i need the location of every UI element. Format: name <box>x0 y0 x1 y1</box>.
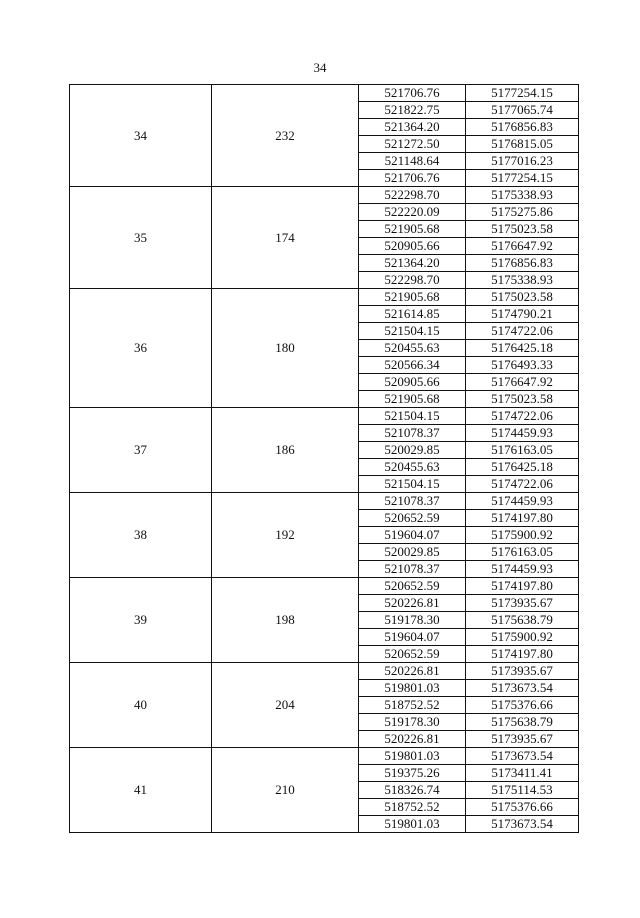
coordinates-table-body <box>70 85 579 833</box>
x-coordinate-cell: 521614.85 <box>359 306 466 323</box>
table-row <box>70 663 579 680</box>
x-coordinate-cell: 521148.64 <box>359 153 466 170</box>
y-coordinate-cell: 5174722.06 <box>466 476 579 493</box>
x-coordinate-cell: 520029.85 <box>359 544 466 561</box>
x-coordinate-cell: 518752.52 <box>359 697 466 714</box>
x-coordinate-cell: 519801.03 <box>359 680 466 697</box>
y-coordinate-cell: 5177016.23 <box>466 153 579 170</box>
plot-number-cell: 35 <box>70 187 212 289</box>
x-coordinate-cell: 521078.37 <box>359 493 466 510</box>
x-coordinate-cell: 521504.15 <box>359 476 466 493</box>
y-coordinate-cell: 5175376.66 <box>466 697 579 714</box>
table-row <box>70 289 579 306</box>
x-coordinate-cell: 522298.70 <box>359 272 466 289</box>
y-coordinate-cell: 5175900.92 <box>466 527 579 544</box>
plot-value-cell: 198 <box>212 578 359 663</box>
y-coordinate-cell: 5173673.54 <box>466 680 579 697</box>
y-coordinate-cell: 5174722.06 <box>466 408 579 425</box>
y-coordinate-cell: 5177254.15 <box>466 85 579 102</box>
table-row <box>70 408 579 425</box>
x-coordinate-cell: 518326.74 <box>359 782 466 799</box>
plot-number-cell: 41 <box>70 748 212 833</box>
plot-value-cell: 210 <box>212 748 359 833</box>
y-coordinate-cell: 5175638.79 <box>466 612 579 629</box>
x-coordinate-cell: 521706.76 <box>359 170 466 187</box>
x-coordinate-cell: 520455.63 <box>359 459 466 476</box>
x-coordinate-cell: 519801.03 <box>359 816 466 833</box>
y-coordinate-cell: 5175023.58 <box>466 289 579 306</box>
table-row <box>70 578 579 595</box>
table-row <box>70 187 579 204</box>
plot-value-cell: 192 <box>212 493 359 578</box>
x-coordinate-cell: 521078.37 <box>359 425 466 442</box>
x-coordinate-cell: 518752.52 <box>359 799 466 816</box>
x-coordinate-cell: 519604.07 <box>359 527 466 544</box>
y-coordinate-cell: 5176856.83 <box>466 255 579 272</box>
y-coordinate-cell: 5173935.67 <box>466 663 579 680</box>
plot-value-cell: 186 <box>212 408 359 493</box>
y-coordinate-cell: 5174459.93 <box>466 561 579 578</box>
y-coordinate-cell: 5176425.18 <box>466 340 579 357</box>
y-coordinate-cell: 5177254.15 <box>466 170 579 187</box>
y-coordinate-cell: 5176815.05 <box>466 136 579 153</box>
plot-value-cell: 174 <box>212 187 359 289</box>
y-coordinate-cell: 5177065.74 <box>466 102 579 119</box>
plot-value-cell: 204 <box>212 663 359 748</box>
x-coordinate-cell: 520226.81 <box>359 731 466 748</box>
x-coordinate-cell: 519178.30 <box>359 612 466 629</box>
y-coordinate-cell: 5175338.93 <box>466 272 579 289</box>
y-coordinate-cell: 5176647.92 <box>466 374 579 391</box>
plot-number-cell: 40 <box>70 663 212 748</box>
table-row <box>70 85 579 102</box>
x-coordinate-cell: 521272.50 <box>359 136 466 153</box>
x-coordinate-cell: 519801.03 <box>359 748 466 765</box>
y-coordinate-cell: 5175023.58 <box>466 221 579 238</box>
x-coordinate-cell: 521905.68 <box>359 221 466 238</box>
y-coordinate-cell: 5174197.80 <box>466 578 579 595</box>
x-coordinate-cell: 520455.63 <box>359 340 466 357</box>
plot-number-cell: 37 <box>70 408 212 493</box>
y-coordinate-cell: 5176163.05 <box>466 544 579 561</box>
x-coordinate-cell: 520226.81 <box>359 595 466 612</box>
y-coordinate-cell: 5175376.66 <box>466 799 579 816</box>
plot-number-cell: 36 <box>70 289 212 408</box>
y-coordinate-cell: 5176425.18 <box>466 459 579 476</box>
x-coordinate-cell: 519178.30 <box>359 714 466 731</box>
y-coordinate-cell: 5173673.54 <box>466 816 579 833</box>
y-coordinate-cell: 5176493.33 <box>466 357 579 374</box>
plot-number-cell: 39 <box>70 578 212 663</box>
x-coordinate-cell: 520566.34 <box>359 357 466 374</box>
x-coordinate-cell: 521364.20 <box>359 119 466 136</box>
x-coordinate-cell: 520905.66 <box>359 238 466 255</box>
x-coordinate-cell: 521905.68 <box>359 391 466 408</box>
x-coordinate-cell: 519375.26 <box>359 765 466 782</box>
y-coordinate-cell: 5173935.67 <box>466 731 579 748</box>
y-coordinate-cell: 5175114.53 <box>466 782 579 799</box>
y-coordinate-cell: 5175638.79 <box>466 714 579 731</box>
x-coordinate-cell: 520652.59 <box>359 578 466 595</box>
plot-value-cell: 180 <box>212 289 359 408</box>
coordinates-table <box>69 84 579 833</box>
x-coordinate-cell: 521078.37 <box>359 561 466 578</box>
y-coordinate-cell: 5176163.05 <box>466 442 579 459</box>
x-coordinate-cell: 521706.76 <box>359 85 466 102</box>
y-coordinate-cell: 5175275.86 <box>466 204 579 221</box>
x-coordinate-cell: 521822.75 <box>359 102 466 119</box>
y-coordinate-cell: 5175338.93 <box>466 187 579 204</box>
x-coordinate-cell: 519604.07 <box>359 629 466 646</box>
x-coordinate-cell: 520652.59 <box>359 646 466 663</box>
x-coordinate-cell: 520652.59 <box>359 510 466 527</box>
x-coordinate-cell: 521504.15 <box>359 408 466 425</box>
y-coordinate-cell: 5174722.06 <box>466 323 579 340</box>
plot-value-cell: 232 <box>212 85 359 187</box>
y-coordinate-cell: 5174459.93 <box>466 493 579 510</box>
y-coordinate-cell: 5176647.92 <box>466 238 579 255</box>
plot-number-cell: 38 <box>70 493 212 578</box>
y-coordinate-cell: 5173935.67 <box>466 595 579 612</box>
y-coordinate-cell: 5175023.58 <box>466 391 579 408</box>
y-coordinate-cell: 5174790.21 <box>466 306 579 323</box>
x-coordinate-cell: 520905.66 <box>359 374 466 391</box>
y-coordinate-cell: 5173673.54 <box>466 748 579 765</box>
x-coordinate-cell: 522220.09 <box>359 204 466 221</box>
x-coordinate-cell: 522298.70 <box>359 187 466 204</box>
x-coordinate-cell: 521905.68 <box>359 289 466 306</box>
x-coordinate-cell: 521504.15 <box>359 323 466 340</box>
plot-number-cell: 34 <box>70 85 212 187</box>
y-coordinate-cell: 5174197.80 <box>466 646 579 663</box>
y-coordinate-cell: 5176856.83 <box>466 119 579 136</box>
y-coordinate-cell: 5175900.92 <box>466 629 579 646</box>
y-coordinate-cell: 5173411.41 <box>466 765 579 782</box>
x-coordinate-cell: 520226.81 <box>359 663 466 680</box>
y-coordinate-cell: 5174459.93 <box>466 425 579 442</box>
table-row <box>70 493 579 510</box>
table-row <box>70 748 579 765</box>
x-coordinate-cell: 520029.85 <box>359 442 466 459</box>
y-coordinate-cell: 5174197.80 <box>466 510 579 527</box>
page-number: 34 <box>313 60 327 75</box>
x-coordinate-cell: 521364.20 <box>359 255 466 272</box>
